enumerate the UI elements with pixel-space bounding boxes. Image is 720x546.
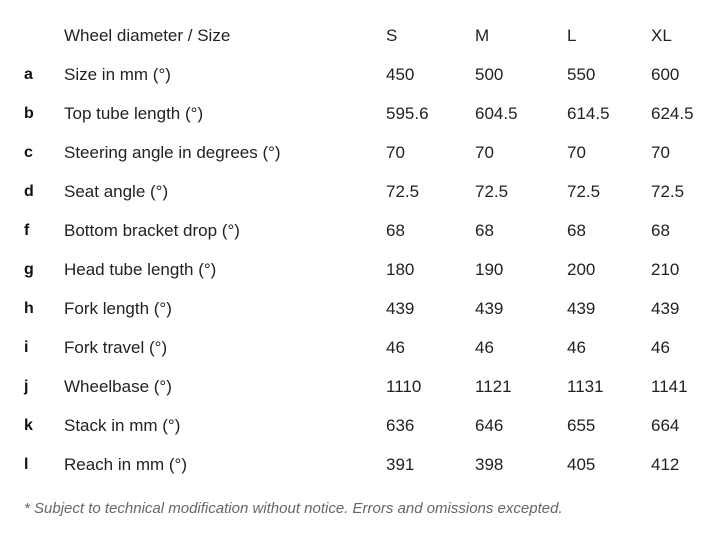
footnote-disclaimer: * Subject to technical modification without notice. Errors and omissions excepted. (24, 500, 563, 517)
value-m: 646 (475, 416, 504, 435)
row-label: Top tube length (°) (64, 104, 204, 123)
row-letter: h (24, 300, 34, 317)
value-l: 655 (567, 416, 596, 435)
row-label: Seat angle (°) (64, 182, 169, 201)
value-xl: 1141 (651, 377, 688, 396)
value-xl: 664 (651, 416, 680, 435)
value-l: 72.5 (567, 182, 601, 201)
row-label: Steering angle in degrees (°) (64, 143, 281, 162)
value-m: 70 (475, 143, 494, 162)
row-label: Reach in mm (°) (64, 455, 187, 474)
value-l: 200 (567, 260, 596, 279)
value-m: 72.5 (475, 182, 509, 201)
row-label: Fork travel (°) (64, 338, 168, 357)
row-letter: j (24, 378, 29, 395)
table-row (0, 55, 720, 94)
value-l: 439 (567, 299, 596, 318)
row-letter: c (24, 144, 33, 161)
value-xl: 72.5 (651, 182, 685, 201)
value-l: 46 (567, 338, 586, 357)
row-letter: k (24, 417, 33, 434)
value-s: 46 (386, 338, 405, 357)
table-header-row (0, 16, 720, 55)
value-m: 604.5 (475, 104, 518, 123)
row-label: Size in mm (°) (64, 65, 171, 84)
value-l: 405 (567, 455, 596, 474)
table-body (0, 55, 720, 484)
header-size-l: L (567, 26, 577, 45)
value-m: 398 (475, 455, 504, 474)
value-m: 68 (475, 221, 494, 240)
value-m: 439 (475, 299, 504, 318)
value-m: 1121 (475, 377, 512, 396)
table-row (0, 328, 720, 367)
value-l: 614.5 (567, 104, 610, 123)
header-size-s: S (386, 26, 398, 45)
table-row (0, 172, 720, 211)
row-label: Wheelbase (°) (64, 377, 172, 396)
row-label: Fork length (°) (64, 299, 172, 318)
value-m: 46 (475, 338, 494, 357)
value-xl: 46 (651, 338, 670, 357)
row-letter: i (24, 339, 29, 356)
value-l: 70 (567, 143, 586, 162)
value-s: 72.5 (386, 182, 420, 201)
value-xl: 210 (651, 260, 680, 279)
value-l: 68 (567, 221, 586, 240)
table-row (0, 289, 720, 328)
value-xl: 439 (651, 299, 680, 318)
table-row (0, 250, 720, 289)
value-s: 70 (386, 143, 405, 162)
row-letter: a (24, 66, 33, 83)
row-letter: d (24, 183, 34, 200)
value-m: 500 (475, 65, 504, 84)
value-l: 1131 (567, 377, 604, 396)
value-xl: 68 (651, 221, 670, 240)
row-label: Stack in mm (°) (64, 416, 181, 435)
value-xl: 70 (651, 143, 670, 162)
table-row (0, 406, 720, 445)
row-label: Bottom bracket drop (°) (64, 221, 240, 240)
value-s: 636 (386, 416, 415, 435)
row-letter: f (24, 222, 30, 239)
row-label: Head tube length (°) (64, 260, 217, 279)
row-letter: b (24, 105, 34, 122)
header-label: Wheel diameter / Size (64, 26, 231, 45)
value-xl: 624.5 (651, 104, 694, 123)
header-size-xl: XL (651, 26, 672, 45)
table-row (0, 133, 720, 172)
value-s: 450 (386, 65, 415, 84)
table-row (0, 211, 720, 250)
row-letter: l (24, 456, 29, 473)
table-row (0, 445, 720, 484)
value-s: 439 (386, 299, 415, 318)
header-size-m: M (475, 26, 490, 45)
table-row (0, 94, 720, 133)
value-s: 1110 (386, 377, 422, 396)
row-letter: g (24, 261, 34, 278)
value-m: 190 (475, 260, 504, 279)
value-s: 391 (386, 455, 415, 474)
value-xl: 412 (651, 455, 680, 474)
value-s: 180 (386, 260, 415, 279)
value-s: 595.6 (386, 104, 429, 123)
value-xl: 600 (651, 65, 680, 84)
table-row (0, 367, 720, 406)
value-l: 550 (567, 65, 596, 84)
value-s: 68 (386, 221, 405, 240)
